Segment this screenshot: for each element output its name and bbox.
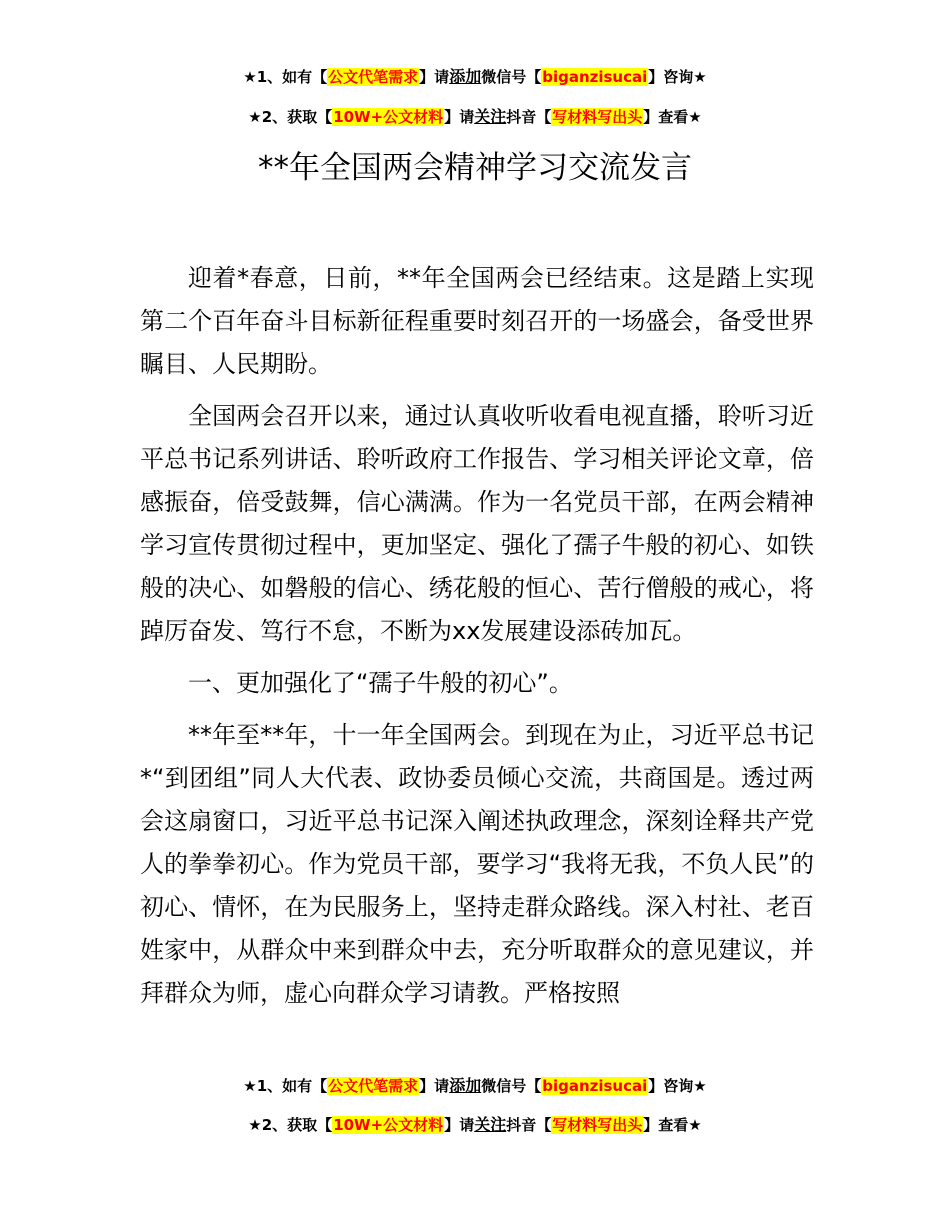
banner-highlight: biganzisucai — [542, 68, 648, 86]
banner-text: 】请 — [444, 1116, 475, 1134]
promo-banner-bottom-line1 — [0, 1075, 950, 1097]
body-paragraph: 迎着*春意，日前，**年全国两会已经结束。这是踏上实现第二个百年奋斗目标新征程重要时刻召开的一场盛会，备受世界瞩目、人民期盼。 — [140, 264, 814, 378]
banner-text: 】查看★ — [643, 1116, 702, 1134]
banner-highlight: 10W+公文材料 — [333, 1116, 444, 1134]
banner-text: ★2、获取【 — [248, 1116, 333, 1134]
promo-banner-top-line1 — [0, 66, 950, 88]
banner-text: ★1、如有【 — [243, 1077, 328, 1095]
banner-emphasis: 添加 — [449, 67, 482, 86]
body-paragraph: 全国两会召开以来，通过认真收听收看电视直播，聆听习近平总书记系列讲话、聆听政府工作报告、学习相关评论文章，倍感振奋，倍受鼓舞，信心满满。作为一名党员干部，在两会精神学习宣传贯彻过程中，更加坚定、强化了孺子牛般的初心、如铁般的决心、如磐般的信心、绣花般的恒心、苦行僧般的戒心，将踔厉奋发、笃行不怠，不断为xx发展建设添砖加瓦。 — [140, 402, 814, 645]
banner-text: 】请 — [444, 108, 475, 126]
banner-highlight: 10W+公文材料 — [333, 108, 444, 126]
banner-text: 微信号【 — [481, 68, 542, 86]
banner-text: ★1、如有【 — [243, 68, 328, 86]
banner-text: 微信号【 — [481, 1077, 542, 1095]
banner-emphasis: 添加 — [449, 1076, 482, 1095]
banner-highlight: biganzisucai — [542, 1077, 648, 1095]
promo-banner-bottom-line2 — [0, 1114, 950, 1136]
document-body — [140, 257, 814, 1024]
banner-text: 抖音【 — [506, 1116, 552, 1134]
banner-text: 抖音【 — [506, 108, 552, 126]
banner-text: 】请 — [419, 1077, 450, 1095]
banner-highlight: 公文代笔需求 — [328, 1077, 419, 1095]
section-heading: 一、更加强化了“孺子牛般的初心”。 — [188, 669, 573, 697]
document-title: **年全国两会精神学习交流发言 — [258, 150, 692, 186]
banner-text: 】查看★ — [643, 108, 702, 126]
banner-text: 】咨询★ — [648, 1077, 707, 1095]
banner-emphasis: 关注 — [474, 1115, 507, 1134]
banner-text: 】请 — [419, 68, 450, 86]
body-paragraph: **年至**年，十一年全国两会。到现在为止，习近平总书记*“到团组”同人大代表、政协委员倾心交流，共商国是。透过两会这扇窗口，习近平总书记深入阐述执政理念，深刻诠释共产党人的拳拳初心。作为党员干部，要学习“我将无我，不负人民”的初心、情怀，在为民服务上，坚持走群众路线。深入村社、老百姓家中，从群众中来到群众中去，充分听取群众的意见建议，并拜群众为师，虚心向群众学习请教。严格按照 — [140, 721, 814, 1007]
banner-highlight: 写材料写出头 — [552, 1116, 643, 1134]
promo-banner-top-line2 — [0, 106, 950, 128]
banner-text: 】咨询★ — [648, 68, 707, 86]
banner-highlight: 写材料写出头 — [552, 108, 643, 126]
banner-highlight: 公文代笔需求 — [328, 68, 419, 86]
banner-text: ★2、获取【 — [248, 108, 333, 126]
banner-emphasis: 关注 — [474, 107, 507, 126]
